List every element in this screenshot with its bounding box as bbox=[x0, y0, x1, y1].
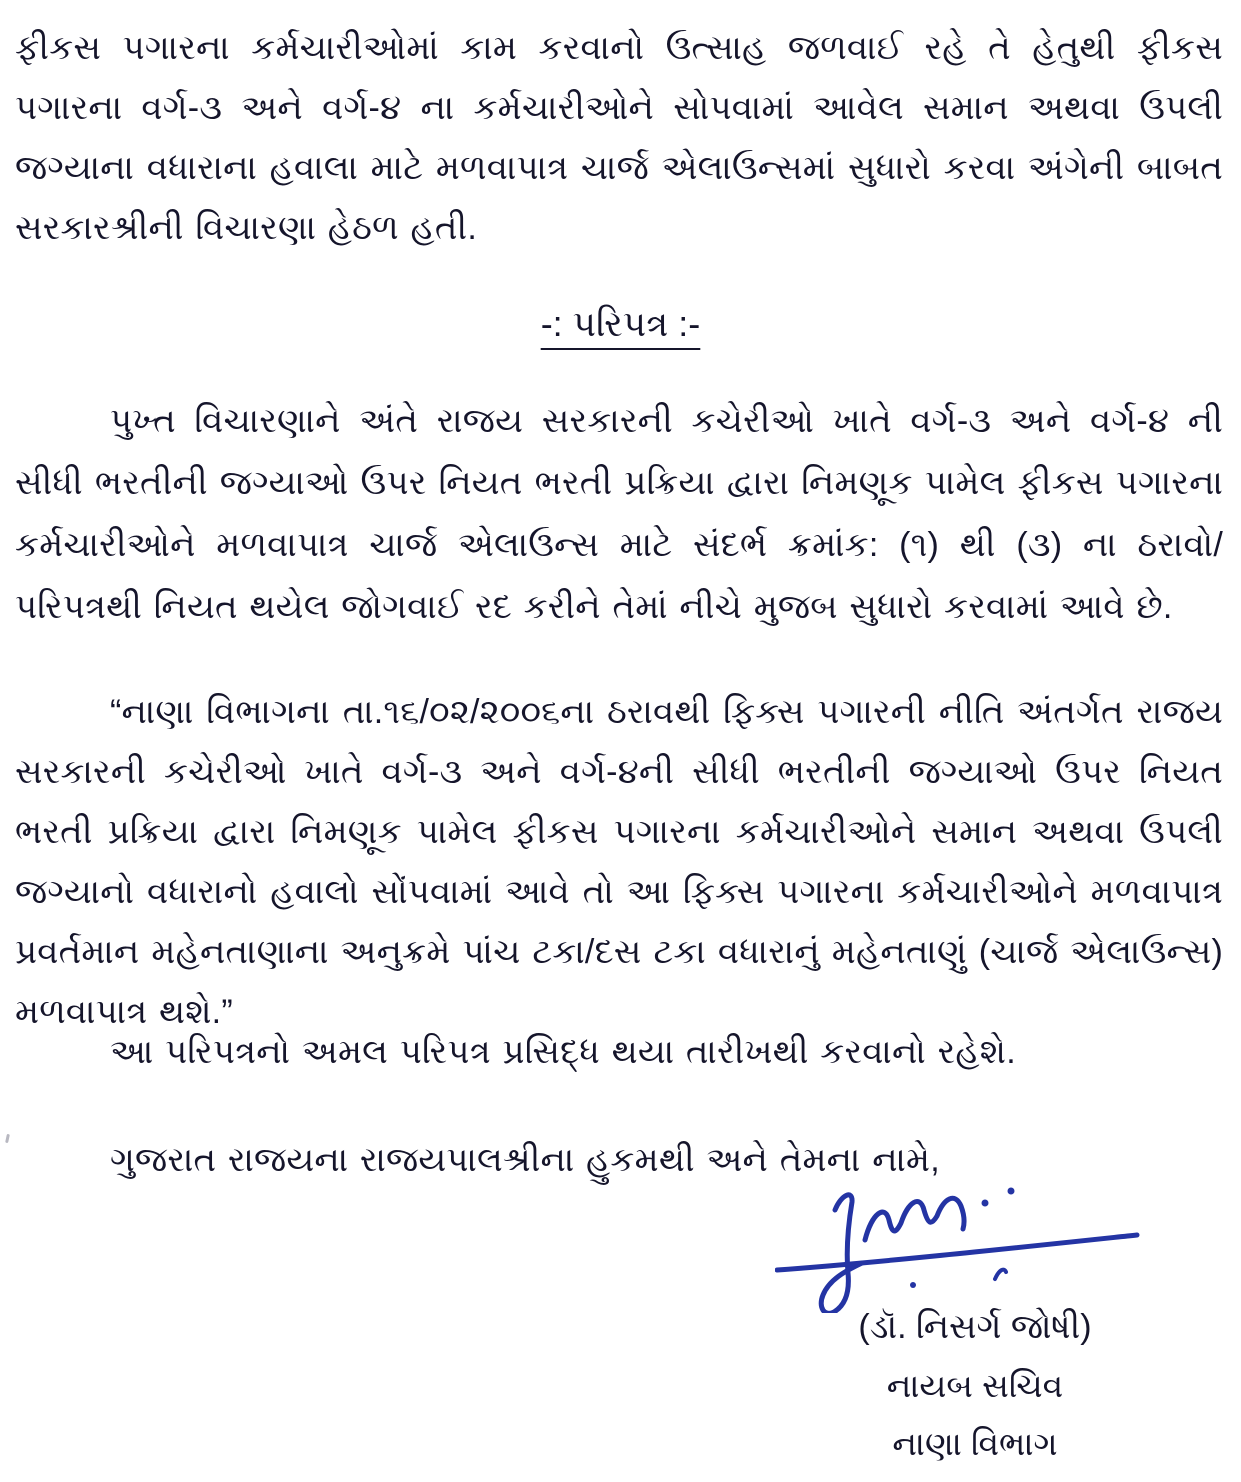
resolution-paragraph: પુખ્ત વિચારણાને અંતે રાજય સરકારની કચેરીઓ ખાતે વર્ગ-૩ અને વર્ગ-૪ ની સીધી ભરતીની જગ્યાઓ ઉપર નિયત ભરતી પ્રક્રિયા દ્વારા નિમણૂક પામેલ ફીકસ પગારના કર્મચારીઓને મળવાપાત્ર ચાર્જ એલાઉન્સ માટે સંદર્ભ ક્રમાંક: (૧) થી (૩) ના ઠરાવો/પરિપત્રથી નિયત થયેલ જોગવાઈ રદ કરીને તેમાં નીચે મુજબ સુધારો કરવામાં આવે છે. bbox=[15, 402, 1223, 626]
signature-ink-icon bbox=[775, 1178, 1175, 1313]
scan-speck bbox=[5, 1134, 10, 1143]
signatory-department: નાણા વિભાગ bbox=[892, 1425, 1058, 1462]
by-order-line: ગુજરાત રાજયના રાજયપાલશ્રીના હુકમથી અને તેમના નામે, bbox=[110, 1141, 940, 1179]
effective-date-line: આ પરિપત્રનો અમલ પરિપત્ર પ્રસિદ્ધ થયા તારીખથી કરવાનો રહેશે. bbox=[110, 1033, 1016, 1071]
heading-row bbox=[0, 303, 1241, 346]
circular-heading: -: પરિપત્ર :- bbox=[540, 303, 701, 344]
quoted-provision-paragraph: “નાણા વિભાગના તા.૧૬/૦૨/૨૦૦૬ના ઠરાવથી ફિક્સ પગારની નીતિ અંતર્ગત રાજય સરકારની કચેરીઓ ખાતે વર્ગ-૩ અને વર્ગ-૪ની સીધી ભરતીની જગ્યાઓ ઉપર નિયત ભરતી પ્રક્રિયા દ્વારા નિમણૂક પામેલ ફીકસ પગારના કર્મચારીઓને સમાન અથવા ઉપલી જગ્યાનો વધારાનો હવાલો સોંપવામાં આવે તો આ ફિક્સ પગારના કર્મચારીઓને મળવાપાત્ર પ્રવર્તમાન મહેનતાણાના અનુક્રમે પાંચ ટકા/દસ ટકા વધારાનું મહેનતાણું (ચાર્જ એલાઉન્સ) મળવાપાત્ર થશે.” bbox=[15, 693, 1223, 1031]
signatory-name: (ડૉ. નિસર્ગ જોષી) bbox=[858, 1308, 1092, 1346]
signature-block bbox=[775, 1178, 1175, 1463]
intro-paragraph: ફીકસ પગારના કર્મચારીઓમાં કામ કરવાનો ઉત્સાહ જળવાઈ રહે તે હેતુથી ફીકસ પગારના વર્ગ-૩ અને વર્ગ-૪ ના કર્મચારીઓને સોપવામાં આવેલ સમાન અથવા ઉપલી જગ્યાના વધારાના હવાલા માટે મળવાપાત્ર ચાર્જ એલાઉન્સમાં સુધારો કરવા અંગેની બાબત સરકારશ્રીની વિચારણા હેઠળ હતી. bbox=[15, 29, 1223, 247]
signatory-designation: નાયબ સચિવ bbox=[886, 1367, 1064, 1404]
